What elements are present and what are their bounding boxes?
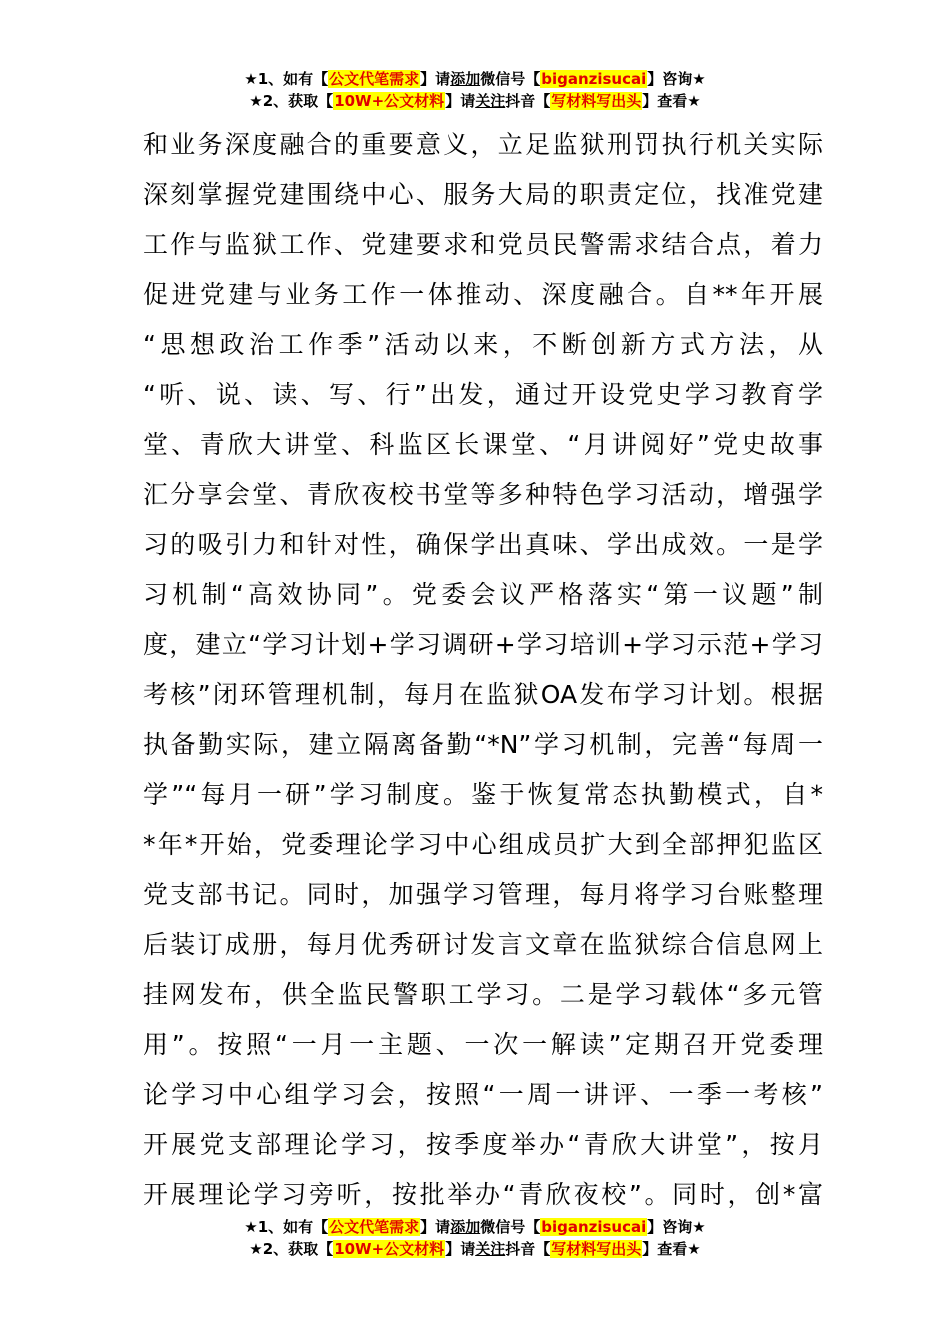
body-line: 用”。按照“一月一主题、一次一解读”定期召开党委理 bbox=[143, 1030, 823, 1059]
body-line: 挂网发布，供全监民警职工学习。二是学习载体“多元管 bbox=[143, 980, 823, 1009]
highlight-wechat-id: biganzisucai bbox=[541, 70, 647, 88]
highlight-service: 公文代笔需求 bbox=[329, 70, 420, 88]
banner-line-2: ★2、获取【10W+公文材料】请关注抖音【写材料写出头】查看★ bbox=[249, 1240, 701, 1258]
body-line: “听、说、读、写、行”出发，通过开设党史学习教育学 bbox=[143, 380, 823, 409]
highlight-douyin-account: 写材料写出头 bbox=[551, 92, 642, 110]
highlight-materials: 10W+公文材料 bbox=[334, 92, 445, 110]
body-line: 深刻掌握党建围绕中心、服务大局的职责定位，找准党建 bbox=[143, 180, 823, 209]
highlight-materials: 10W+公文材料 bbox=[334, 1240, 445, 1258]
body-line: 执备勤实际，建立隔离备勤“*N”学习机制，完善“每周一 bbox=[143, 730, 823, 759]
body-line: 学”“每月一研”学习制度。鉴于恢复常态执勤模式，自* bbox=[143, 780, 823, 809]
body-line: *年*开始，党委理论学习中心组成员扩大到全部押犯监区 bbox=[143, 830, 823, 859]
body-line: “思想政治工作季”活动以来，不断创新方式方法，从 bbox=[143, 330, 823, 359]
banner-line-2: ★2、获取【10W+公文材料】请关注抖音【写材料写出头】查看★ bbox=[249, 92, 701, 110]
bottom-banner bbox=[0, 1216, 950, 1260]
body-line: 工作与监狱工作、党建要求和党员民警需求结合点，着力 bbox=[143, 230, 823, 259]
body-line: 促进党建与业务工作一体推动、深度融合。自**年开展 bbox=[143, 280, 823, 309]
body-line: 开展党支部理论学习，按季度举办“青欣大讲堂”，按月 bbox=[143, 1130, 823, 1159]
body-line: 后装订成册，每月优秀研讨发言文章在监狱综合信息网上 bbox=[143, 930, 823, 959]
body-line: 和业务深度融合的重要意义，立足监狱刑罚执行机关实际 bbox=[143, 130, 823, 159]
body-line: 党支部书记。同时，加强学习管理，每月将学习台账整理 bbox=[143, 880, 823, 909]
body-line: 堂、青欣大讲堂、科监区长课堂、“月讲阅好”党史故事 bbox=[143, 430, 823, 459]
top-banner bbox=[0, 68, 950, 112]
highlight-wechat-id: biganzisucai bbox=[541, 1218, 647, 1236]
body-line: 论学习中心组学习会，按照“一周一讲评、一季一考核” bbox=[143, 1080, 823, 1109]
highlight-service: 公文代笔需求 bbox=[329, 1218, 420, 1236]
body-line: 习机制“高效协同”。党委会议严格落实“第一议题”制 bbox=[143, 580, 823, 609]
highlight-douyin-account: 写材料写出头 bbox=[551, 1240, 642, 1258]
body-line: 度，建立“学习计划+学习调研+学习培训+学习示范+学习 bbox=[143, 630, 823, 659]
body-line: 开展理论学习旁听，按批举办“青欣夜校”。同时，创*富 bbox=[143, 1180, 823, 1209]
body-line: 习的吸引力和针对性，确保学出真味、学出成效。一是学 bbox=[143, 530, 823, 559]
banner-line-1: ★1、如有【公文代笔需求】请添加微信号【biganzisucai】咨询★ bbox=[244, 70, 706, 88]
body-line: 考核”闭环管理机制，每月在监狱OA发布学习计划。根据 bbox=[143, 680, 823, 709]
banner-line-1: ★1、如有【公文代笔需求】请添加微信号【biganzisucai】咨询★ bbox=[244, 1218, 706, 1236]
body-line: 汇分享会堂、青欣夜校书堂等多种特色学习活动，增强学 bbox=[143, 480, 823, 509]
document-body bbox=[143, 120, 823, 1220]
